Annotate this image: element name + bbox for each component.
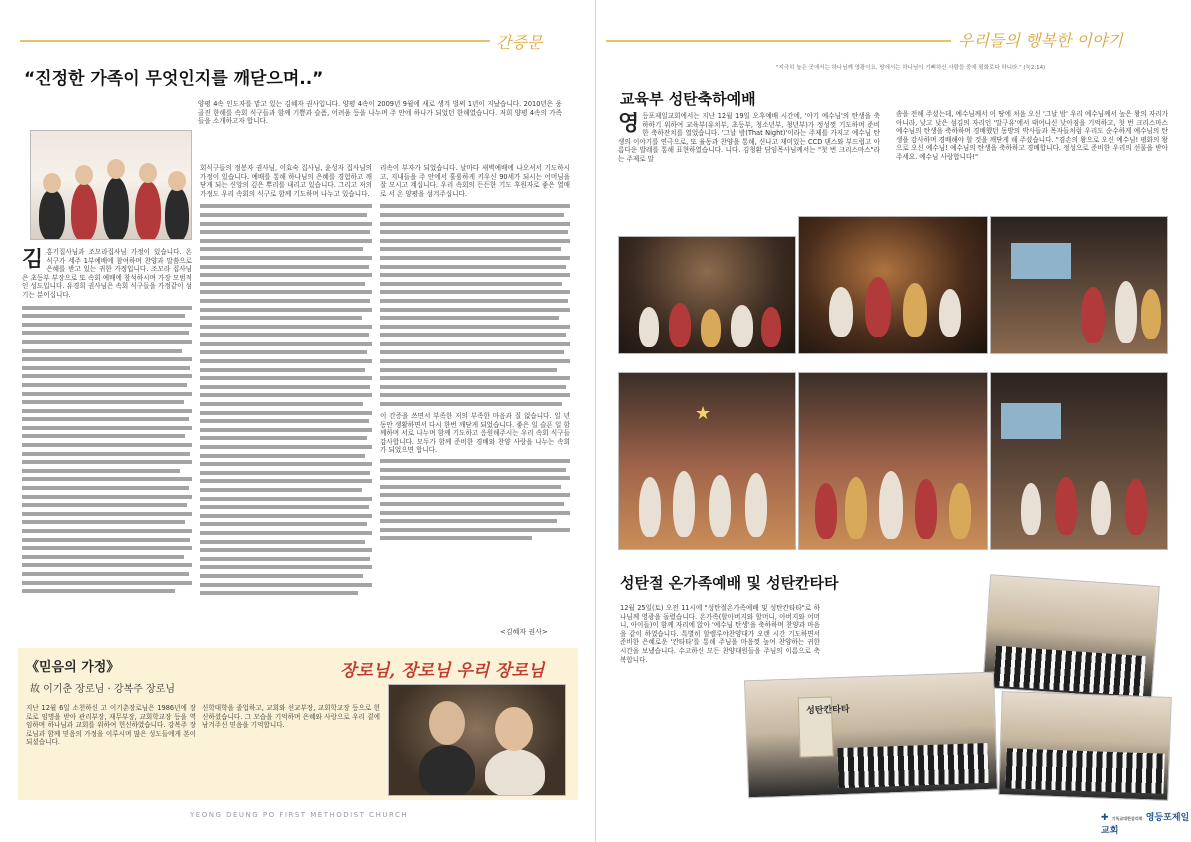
stage-photo-5: [798, 372, 988, 550]
column-1-text: 홍기집사님과 조모라집사님 가정이 있습니다. 온 식구가 세주 1부예배에 참여하며 찬양과 말씀으로 은혜를 받고 있는 귀한 가정입니다. 조모라 집사님은 초등부 부장으로 또 속회 예배에 참석하시며 가장 모범적인 성도입니다. 유경희 권사님은 속회 식구들을 가정같이 섬기는 분이십니다.: [22, 248, 192, 299]
logo-name: 영등포제일교회: [1101, 813, 1190, 836]
header-rule: [20, 40, 490, 42]
stage-photo-3: [990, 216, 1168, 354]
column-3: [380, 164, 570, 638]
right-page: [596, 0, 1191, 842]
stage-photo-6: [990, 372, 1168, 550]
education-body-2: 솜을 전해 주셨는데, 예수님께서 이 땅에 처음 오신 '그날 밤' 우리 예수님께서 높은 왕의 자리가 아니라, 낮고 낮은 섬김의 자리인 '말구유'에서 태어나신 낮아짐을 기억하고, 첫 번 크리스마스 예수님의 탄생을 축하하며 경배했던 동방의 박사들과 목자들처럼 우리도 순수하게 예수님의 탄생을 감사하며 경배해야 할 것을 깨닫게 해 주셨습니다. "겸손의 왕으로 오신 예수님! 평화의 왕으로 오신 예수님! 예수님의 탄생을 축하하고 경배합니다. 정성으로 준비한 우리의 선물을 받아주세요. 예수님 사랑합니다!": [896, 110, 1168, 161]
logo-subtitle: 기독교대한감리회: [1111, 816, 1143, 821]
memorial-text-2: 신학대학을 졸업하고, 교회와 선교부장, 교회학교장 등으로 헌신하셨습니다. 그 모습을 기억하며 은혜와 사랑으로 우리 곁에 남겨주신 믿음을 기억합니다.: [202, 704, 380, 730]
scripture-verse: "지극히 높은 곳에서는 하나님께 영광이요, 땅에서는 하나님이 기뻐하신 사람들 중에 평화로다 하니라." (눅2:14): [776, 65, 1046, 71]
column-3-continued: [380, 204, 570, 406]
column-3-text-2: 이 간증을 쓰면서 부족한 저의 부족한 마음과 질 없습니다. 일 년 동안 생활하면서 다시 한번 깨닫게 되었습니다. 좋은 일 슬픈 일 함께하며 서로 나누며 함께 기도하고 응원해주시는 우리 속회 식구들 감사합니다. 모두가 함께 준비한 경배와 찬양 사랑을 나누는 속회가 되었으면 합니다.: [380, 412, 570, 455]
memorial-title: 《믿음의 가정》: [26, 660, 120, 675]
column-3-text: 리속이 부자가 되었습니다. 날마다 새벽예배에 나오셔서 기도하시고, 지내들을 주 안에서 훌륭하게 키우신 90세가 되시는 어머님을 잘 모시고 계십니다. 우리 속회의 든든한 기도 후원자로 좋은 열매로 서 온 양평을 섬겨주십니다.: [380, 164, 570, 198]
author-signature: <김혜자 권사>: [500, 628, 548, 636]
left-page: [0, 0, 595, 842]
drop-cap: 김: [22, 248, 44, 272]
education-headline: 교육부 성탄축하예배: [620, 90, 756, 108]
column-1-continued: [22, 306, 192, 594]
lead-paragraph: 양평 4속 인도자를 맡고 있는 김혜자 권사입니다. 양평 4속이 2009년 9월에 새로 생겨 벌써 1년이 지났습니다. 2010년은 웅골진 한해를 속회 식구들과 함께 기쁨과 슬픔, 어려움 등을 나누며 주 안에 하나가 되었던 한해였습니다. 저희 양평 4속의 가족들을 소개하고자 합니다.: [198, 100, 562, 126]
section-tag: 간증문: [496, 33, 543, 52]
cantata-body: 12월 25일(토) 오전 11시에 "성탄절온가족예배 및 성탄칸타타"로 하나님께 영광을 돌렸습니다. 온가족(할아버지와 할머니, 아버지와 어머니, 아이들)이 함께 자리에 앉아 '예수님 탄생'을 축하하며 찬양과 마음을 같이 하였습니다. 특별히 할렐루야찬양대가 오랜 시간 기도하면서 준비한 은혜로운 '칸타타'를 통해 주님을 마음껏 높여 찬양하는 귀한 시간을 보냈습니다. 수고하신 모든 찬양대원들을 주님의 이름으로 축복합니다.: [620, 604, 820, 664]
page-headline: “진정한 가족이 무엇인지를 깨닫으며..”: [24, 69, 324, 89]
stage-photo-2: [798, 216, 988, 354]
concert-photo-2: [744, 672, 998, 799]
church-name-footer: YEONG DEUNG PO FIRST METHODIST CHURCH: [190, 811, 409, 819]
column-2: [200, 164, 372, 638]
stage-photo-1: [618, 236, 796, 354]
concert-photo-1: [982, 574, 1160, 700]
header-rule-right: [606, 40, 951, 42]
memorial-text-1: 지난 12월 6일 소천하신 고 이기춘장로님은 1986년에 장로로 임명을 받아 관리부장, 재무부장, 교회학교장 등을 역임하며 하나님과 교회를 위하여 헌신하였습니다. 강복주 장로님과 함께 믿음의 가정을 이루시며 많은 성도들에게 본이 되셨습니다.: [26, 704, 196, 747]
memorial-subtitle: 故 이기춘 장로님 · 강복주 장로님: [30, 684, 175, 695]
education-body: 영등포제일교회에서는 지난 12월 19일 오후예배 시간에, '아기 예수님'의 탄생을 축하하기 위하여 교육부(유치부, 초등부, 청소년부, 청년부)가 정성껏 기도하며 준비한 축하잔치를 열었습니다. '그날 밤(That Night)'이라는 주제를 가지고 예수님 탄생의 이야기를 연극으로, 또 율동과 찬양을 통해, 신나고 재미있는 CCD 댄스와 부드럽고 아름다운 발레를 통해 표현하였습니다. 니다. 김청환 담임목사님께서는 "첫 번 크리스마스"라는 주제로 말: [618, 112, 880, 163]
church-logo: ✚ 기독교대한감리회 영등포제일교회: [1101, 813, 1190, 836]
stage-photo-4: ★: [618, 372, 796, 550]
concert-photo-3: [998, 691, 1172, 801]
column-2-text: 회식구들의 정봉자 권사님, 이효숙 집사님, 윤성자 집사님의 가정이 있습니다. 예배를 통해 하나님의 은혜를 경험하고 깨닫게 되는 신앙의 깊은 뿌리를 내리고 있습니다. 그리고 저의 가정도 우리 속회의 식구로 함께 기도하며 나누고 있습니다.: [200, 164, 372, 198]
banner-text: 성탄칸타타: [805, 704, 850, 717]
cantata-headline: 성탄절 온가족예배 및 성탄칸타타: [620, 574, 839, 592]
memorial-script-title: 장로님, 장로님 우리 장로님: [340, 661, 545, 681]
family-photo: [30, 130, 192, 240]
elders-photo: [388, 684, 566, 796]
section-tag-right: 우리들의 행복한 이야기: [958, 31, 1123, 50]
column-1: [22, 248, 192, 638]
column-2-continued: [200, 204, 372, 595]
